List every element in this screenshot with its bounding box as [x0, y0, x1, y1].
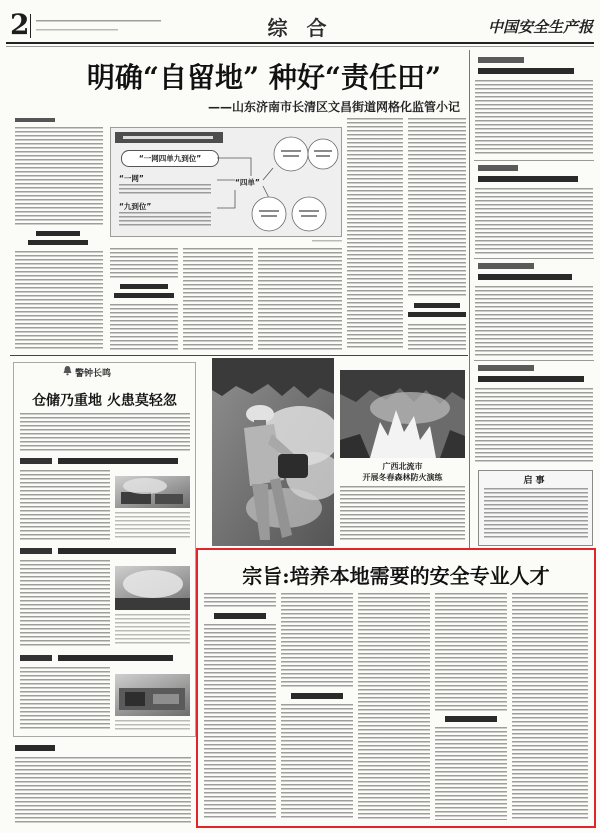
header-rule-thin [6, 46, 594, 47]
feature-subheading [214, 613, 266, 619]
case-location-tag [20, 458, 52, 464]
bell-icon [62, 365, 73, 376]
brief-divider [474, 160, 594, 161]
photo-caption-location: 广西北流市 [382, 462, 423, 471]
header-divider [30, 14, 31, 38]
lead-body-text [15, 127, 103, 227]
diagram-graphic [111, 128, 341, 236]
lead-subheading [120, 284, 168, 289]
diagram-circle [292, 197, 326, 231]
brief-divider [474, 258, 594, 259]
feature-body-text [512, 593, 588, 820]
case-heading [58, 548, 176, 554]
feature-body-text [281, 704, 353, 820]
diagram-circle [274, 137, 308, 171]
diagram-one-net-label: “一网” [119, 174, 144, 183]
lead-headline: 明确“自留地” 种好“责任田” [86, 61, 442, 94]
lead-subheading [28, 240, 88, 245]
diagram-four-lists-label: “四单” [235, 178, 260, 187]
brief-body-text [475, 188, 593, 254]
case-heading [58, 655, 173, 661]
masthead: 中国安全生产报 [487, 18, 593, 36]
brief-location-tag [478, 165, 518, 171]
firefighter-photo [212, 358, 334, 546]
header-edition-line [36, 29, 118, 33]
brief-heading [478, 68, 574, 74]
feature-body-text [204, 593, 276, 609]
case-photo [115, 674, 190, 716]
brief-location-tag [478, 57, 524, 63]
commentary-body-text [15, 757, 191, 825]
lead-subtitle: ——山东济南市长清区文昌街道网格化监管小记 [207, 100, 460, 114]
notice-title: 启事 [523, 476, 548, 486]
right-column-divider [469, 50, 470, 548]
case-location-tag [20, 548, 52, 554]
diagram-circle [308, 139, 338, 169]
diagram-circle [252, 197, 286, 231]
feature-subheading [291, 693, 343, 699]
brief-location-tag [478, 263, 534, 269]
case-photo-caption [115, 512, 190, 540]
feature-headline: 宗旨:培养本地需要的安全专业人才 [242, 564, 550, 588]
feature-body-text [281, 593, 353, 688]
brief-body-text [475, 286, 593, 356]
feature-body-text [204, 624, 276, 820]
case-location-tag [20, 655, 52, 661]
header-rule [6, 42, 594, 44]
lead-body-text [408, 118, 466, 298]
diagram-core-label: “一网四单九到位” [121, 150, 219, 167]
brief-heading [478, 376, 584, 382]
brief-heading [478, 274, 572, 280]
lead-body-text [347, 118, 403, 350]
feature-body-text [358, 593, 430, 820]
case-photo [115, 476, 190, 508]
lead-subheading [36, 231, 80, 236]
diagram-credit [312, 240, 342, 243]
case-body-text [20, 667, 110, 731]
lead-subheading [114, 293, 174, 298]
feature-body-text [435, 593, 507, 711]
page-number: 2 [10, 8, 30, 41]
brief-heading [478, 176, 578, 182]
case-photo [115, 566, 190, 610]
case-body-text [20, 560, 110, 646]
case-photo-caption [115, 614, 190, 644]
lead-body-text [110, 248, 178, 280]
byline [15, 118, 55, 122]
photo-caption-title: 开展冬春森林防火演练 [362, 473, 443, 482]
warning-intro-text [20, 413, 190, 451]
lead-subheading [414, 303, 460, 308]
brief-location-tag [478, 365, 534, 371]
header-date-line [36, 20, 161, 24]
feature-body-text [435, 727, 507, 820]
case-photo-caption [115, 720, 190, 732]
brief-body-text [475, 80, 593, 156]
photo-news-body-text [340, 486, 465, 541]
diagram-nine-label: “九到位” [119, 202, 152, 211]
lead-body-text [258, 248, 342, 350]
case-heading [58, 458, 178, 464]
forest-fire-photo [340, 370, 465, 458]
lead-body-text [183, 248, 253, 350]
lead-body-text [110, 304, 178, 350]
lead-bottom-rule [10, 355, 468, 356]
case-body-text [20, 470, 110, 542]
commentary-heading [15, 745, 55, 751]
warning-column-label: 警钟长鸣 [75, 369, 112, 379]
lead-body-text [408, 324, 466, 350]
lead-body-text [15, 251, 103, 350]
feature-subheading [445, 716, 497, 722]
grid-supervision-diagram [110, 127, 342, 237]
notice-body-text [484, 488, 588, 540]
lead-subheading [408, 312, 466, 317]
brief-divider [474, 360, 594, 361]
brief-body-text [475, 388, 593, 462]
warning-headline: 仓储乃重地 火患莫轻忽 [32, 393, 177, 409]
section-name: 综 合 [267, 16, 333, 40]
